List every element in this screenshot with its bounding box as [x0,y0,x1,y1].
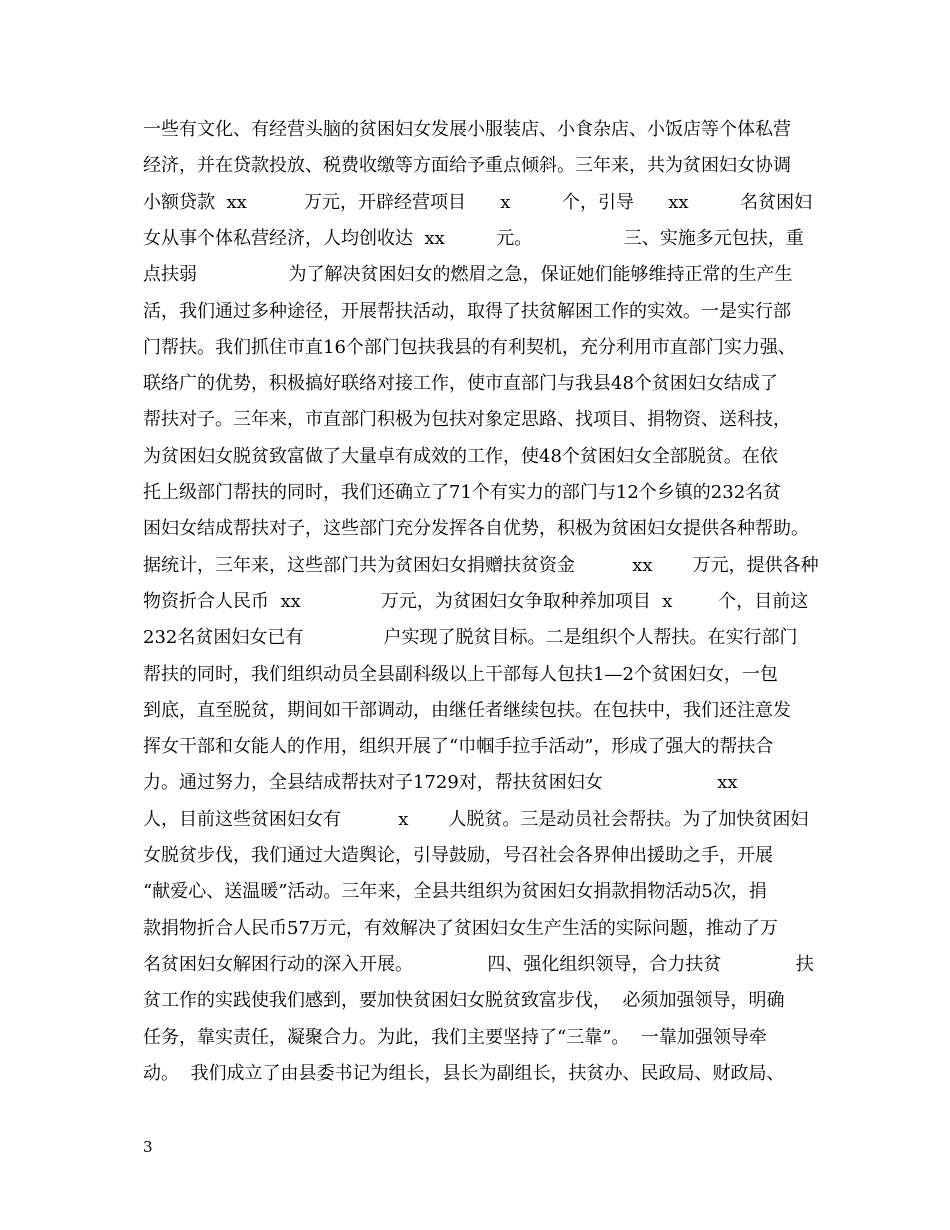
page-number: 3 [143,1138,153,1156]
body-text-line: 名贫困妇女解困行动的深入开展。 四、强化组织领导，合力扶贫 扶 [143,954,814,975]
body-text-line: 人，目前这些贫困妇女有 x 人脱贫。三是动员社会帮扶。为了加快贫困妇 [143,809,809,830]
body-text-line: 一些有文化、有经营头脑的贫困妇女发展小服装店、小食杂店、小饭店等个体私营 [143,119,791,140]
body-text-line: 门帮扶。我们抓住市直16个部门包扶我县的有利契机，充分利用市直部门实力强、 [143,337,796,358]
body-text-line: 款捐物折合人民币57万元，有效解决了贫困妇女生产生活的实际问题，推动了万 [143,918,778,939]
body-text-line: 任务，靠实责任，凝聚合力。为此，我们主要坚持了“三靠”。 一靠加强领导牵 [143,1027,767,1048]
body-text-line: 为贫困妇女脱贫致富做了大量卓有成效的工作，使48个贫困妇女全部脱贫。在依 [143,446,778,467]
body-text-line: 据统计，三年来，这些部门共为贫困妇女捐赠扶贫资金 xx 万元，提供各种 [143,555,819,576]
body-text-line: 物资折合人民币 xx 万元，为贫困妇女争取种养加项目 x 个，目前这 [143,591,809,612]
body-text-line: 托上级部门帮扶的同时，我们还确立了71个有实力的部门与12个乡镇的232名贫 [143,482,782,503]
body-text-line: 女脱贫步伐，我们通过大造舆论，引导鼓励，号召社会各界伸出援助之手，开展 [143,845,773,866]
body-text-line: 动。 我们成立了由县委书记为组长，县长为副组长，扶贫办、民政局、财政局、 [143,1063,785,1084]
body-text-line: 女从事个体私营经济，人均创收达 xx 元。 三、实施多元包扶，重 [143,228,804,249]
body-text-line: 活，我们通过多种途径，开展帮扶活动，取得了扶贫解困工作的实效。一是实行部 [143,301,791,322]
body-text-line: “献爱心、送温暖”活动。三年来，全县共组织为贫困妇女捐款捐物活动5次，捐 [143,881,767,902]
body-text-line: 挥女干部和女能人的作用，组织开展了“巾帼手拉手活动”，形成了强大的帮扶合 [143,736,774,757]
body-text-line: 帮扶的同时，我们组织动员全县副科级以上干部每人包扶1—2个贫困妇女，一包 [143,664,778,685]
body-text-line: 困妇女结成帮扶对子，这些部门充分发挥各自优势，积极为贫困妇女提供各种帮助。 [143,518,809,539]
body-text-line: 经济，并在贷款投放、税费收缴等方面给予重点倾斜。三年来，共为贫困妇女协调 [143,155,791,176]
body-text-line: 帮扶对子。三年来，市直部门积极为包扶对象定思路、找项目、捐物资、送科技， [143,409,791,430]
body-text-line: 联络广的优势，积极搞好联络对接工作，使市直部门与我县48个贫困妇女结成了 [143,373,778,394]
body-text-line: 贫工作的实践使我们感到，要加快贫困妇女脱贫致富步伐， 必须加强领导，明确 [143,990,785,1011]
body-text-line: 232名贫困妇女已有 户实现了脱贫目标。二是组织个人帮扶。在实行部门 [143,627,798,648]
body-text-line: 到底，直至脱贫，期间如干部调动，由继任者继续包扶。在包扶中，我们还注意发 [143,700,791,721]
body-text-line: 力。通过努力，全县结成帮扶对子1729对，帮扶贫困妇女 xx [143,772,738,793]
body-text-line: 小额贷款 xx 万元，开辟经营项目 x 个，引导 xx 名贫困妇 [143,192,813,213]
body-text-line: 点扶弱 为了解决贫困妇女的燃眉之急，保证她们能够维持正常的生产生 [143,264,793,285]
